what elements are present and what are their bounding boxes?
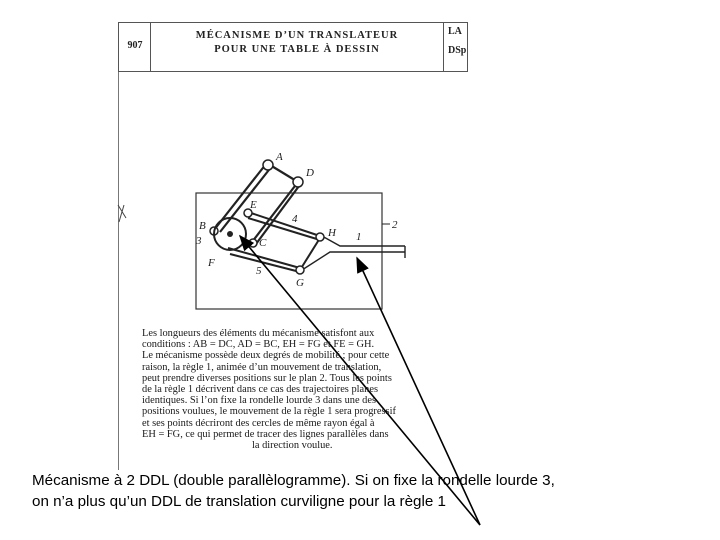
slide-caption xyxy=(32,470,692,512)
label-3: 3 xyxy=(196,235,202,247)
caption-line2: on n’a plus qu’un DDL de translation curviligne pour la règle 1 xyxy=(32,493,446,510)
scan-text-line: identiques. Si l’on fixe la rondelle lourde 3 dans une des xyxy=(142,395,377,407)
label-e: E xyxy=(250,199,257,211)
drawing-board-plane xyxy=(196,193,382,309)
label-d: D xyxy=(306,167,314,179)
label-1: 1 xyxy=(356,231,362,243)
page-title-line1: MÉCANISME D’UN TRANSLATEUR xyxy=(195,30,399,41)
scan-text-line: EH = FG, ce qui permet de tracer des lignes parallèles dans xyxy=(142,428,389,440)
scan-text-line: Les longueurs des éléments du mécanisme satisfont aux xyxy=(142,328,375,339)
label-c: C xyxy=(259,237,267,249)
page-title-line2: POUR UNE TABLE À DESSIN xyxy=(214,44,380,55)
label-f: F xyxy=(208,257,215,269)
parallelogram-abcd xyxy=(214,164,302,244)
scan-text-line: conditions : AB = DC, AD = BC, EH = FG et FE = GH. xyxy=(142,339,375,351)
caption-line1: Mécanisme à 2 DDL (double parallèlogramme). Si on fixe la rondelle lourde 3, xyxy=(32,472,555,489)
scan-text-line: raison, la règle 1, animée d’un mouvement de translation, xyxy=(142,361,382,373)
scan-text-line: la direction voulue. xyxy=(252,440,333,452)
heavy-washer-3 xyxy=(214,218,246,250)
page-number: 907 xyxy=(127,40,143,51)
label-2: 2 xyxy=(392,219,398,231)
scan-text-line: de la règle 1 décrivent dans ce cas des trajectoires planes xyxy=(142,384,378,396)
scan-text-line: positions voulues, le mouvement de la règle 1 sera progressif xyxy=(142,406,396,418)
scanned-description xyxy=(142,328,470,451)
label-h: H xyxy=(328,227,336,239)
label-5: 5 xyxy=(256,265,262,277)
margin-mark xyxy=(118,205,126,222)
label-g: G xyxy=(296,277,304,289)
scan-text-line: Le mécanisme possède deux degrés de mobilité ; pour cette xyxy=(142,350,390,362)
scan-text-line: peut prendre diverses positions sur le plan 2. Tous les points xyxy=(142,372,392,384)
corner-code-2: DSp xyxy=(448,45,467,56)
label-a: A xyxy=(276,151,283,163)
label-b: B xyxy=(199,220,206,232)
corner-code-1: LA xyxy=(448,26,462,37)
parallelogram-ehgf xyxy=(228,212,320,272)
scan-text-line: et ses points décriront des cercles de même rayon égal à xyxy=(142,417,375,429)
label-4: 4 xyxy=(292,213,298,225)
